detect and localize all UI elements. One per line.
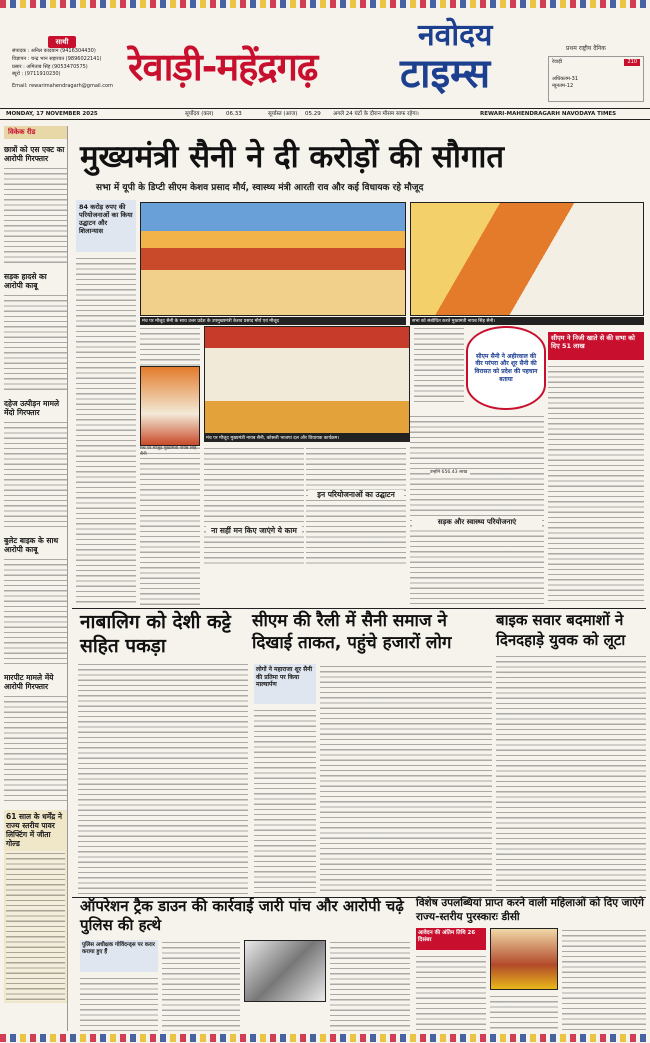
divider <box>72 608 646 609</box>
sidebar-head: दहेज उत्पीड़न मामले मेंदो गिरफ्तार <box>4 399 60 417</box>
lead-notice <box>548 332 644 360</box>
quote-text: सीएम सैनी ने अहीरवाल की वीर परंपरा और शूर सैनी की विरासत को प्रदेश की पहचान बताया <box>474 352 538 383</box>
story-4-text-c <box>330 940 410 1031</box>
edition: REWARI-MAHENDRAGARH NAVODAYA TIMES <box>480 111 617 117</box>
bottom-reg-strip <box>0 1034 650 1042</box>
story-4-photo <box>244 940 326 1002</box>
story-5-text <box>416 954 486 1031</box>
sidebar-head: 61 साल के धर्मेंद्र ने राज्य स्तरीय पावर लिफ्टिंग में जीता गोल्ड <box>6 812 62 848</box>
sidebar <box>4 126 68 1031</box>
lead-photo-speech <box>410 202 644 316</box>
story-2-text <box>320 664 492 894</box>
sunrise-label: सूर्योदय (कल) <box>185 111 214 117</box>
story-2-headline: सीएम की रैली में सैनी समाज ने दिखाई ताकत, पहुंचे हजारों लोग <box>252 611 452 653</box>
lead-photo-crowd <box>140 202 406 316</box>
sidebar-head: सड़क हादसे का आरोपी काबू <box>4 272 47 290</box>
date: MONDAY, 17 NOVEMBER 2025 <box>6 111 98 117</box>
temp-max: अधिकतम-31 <box>552 76 579 82</box>
sunset-label: सूर्यास्त (आज) <box>268 111 298 117</box>
lead-box1: ना सहीं मन किए जाएंगे ये काम <box>206 526 302 535</box>
story-4-box-text: पुलिस अधीक्षक गोविंदन्ड्स पर करार कराया हुए हैं <box>82 942 155 955</box>
story-2-box <box>254 664 316 704</box>
photo-caption-2: सभा को संबोधित करते मुख्यमंत्री नायब सिंह सैनी। <box>410 317 644 325</box>
lead-highlight <box>76 200 136 252</box>
story-1-headline: नाबालिग को देशी कट्टे सहित पकड़ा <box>80 611 231 657</box>
lead-text-mid <box>204 446 304 566</box>
story-4-text <box>80 976 158 1031</box>
city: रेवाड़ी <box>552 59 563 65</box>
lead-subhead: सभा में यूपी के डिप्टी सीएम केशव प्रसाद मौर्य, स्वास्थ्य मंत्री आरती राव और कई विधायक रहे मौजूद <box>96 183 424 193</box>
story-4-headline: ऑपरेशन ट्रैक डाउन की कार्रवाई जारी पांच और आरोपी चढ़े पुलिस की हत्थे <box>80 897 404 934</box>
sidebar-story <box>4 272 67 393</box>
story-5-text-b <box>562 928 646 1031</box>
top-reg-strip <box>0 0 650 8</box>
left-logo: साथी <box>48 36 76 48</box>
story-5-box-text: आवेदन की अंतिम तिथि 26 दिसंबर <box>418 930 476 943</box>
sidebar-label: विकेक रीड <box>4 126 67 139</box>
story-3-text <box>496 654 646 894</box>
email: Email: rewarimahendragarh@gmail.com <box>12 83 113 90</box>
sidebar-story <box>4 145 67 266</box>
sidebar-story <box>4 536 67 667</box>
sidebar-head: छात्रों को एस एक्ट का आरोपी गिरफ्तार <box>4 145 65 163</box>
story-5-headline: विशेष उपलब्धियां प्राप्त करने वाली महिलाओं को दिए जाएंगे राज्य-स्तरीय पुरस्कारः डीसी <box>416 897 644 923</box>
photo-caption-1: मंच पर मौजूद सैनी के साथ उत्तर प्रदेश के उपमुख्यमंत्री केशव प्रसाद मौर्य एवं मौजूद <box>140 317 406 325</box>
story-2-text-b <box>254 708 316 894</box>
story-4-box <box>80 940 158 972</box>
sunset-time: 05.29 <box>305 111 321 117</box>
story-5-box <box>416 928 486 950</box>
masthead <box>0 8 650 108</box>
story-1-text <box>78 662 248 894</box>
story-5-photo <box>490 928 558 990</box>
lead-text-mid3 <box>410 414 544 604</box>
editor-info <box>12 48 124 91</box>
side-box-label: उन्होंने 656.43 लाख <box>430 470 470 476</box>
temp-min: न्यूनतम-12 <box>552 83 574 89</box>
story-4-text-b <box>162 940 240 1031</box>
weather-note: अगले 24 घंटों के दौरान मौसम साफ रहेगा। <box>333 111 419 117</box>
photo-caption-3: मंच पर मौजूद मुख्यमंत्री नायब सैनी, कोसली भाजपा दल और विधायक कार्यक्रम। <box>204 434 410 442</box>
date-bar <box>0 108 650 120</box>
story-3-headline: बाइक सवार बदमाशों ने दिनदहाड़े युवक को लूटा <box>496 611 626 649</box>
brand-top: नवोदय <box>418 18 493 53</box>
story-5-text-c <box>490 994 558 1031</box>
paper-name: रेवाड़ी-महेंद्रगढ़ <box>128 45 318 89</box>
photo-caption-4: मंच पर मौजूद मुख्यमंत्री नायब सिंह सैनी <box>140 446 197 457</box>
lead-photo-stage <box>204 326 410 434</box>
sidebar-story <box>4 810 67 1003</box>
notice-text: सीएम ने निजी खाते से की सभा को दिए 51 लाख <box>551 334 635 350</box>
sidebar-head: मारपीट मामले मेंये आरोपी गिरफ्तार <box>4 673 54 691</box>
lead-box2: इन परियोजनाओं का उद्घाटन <box>308 490 404 499</box>
sunrise-time: 06.33 <box>226 111 242 117</box>
lead-side-box <box>414 326 464 406</box>
editor-line: प्रसार : अमिताब सिंह (9053470575) <box>12 63 88 70</box>
lead-photo-cm <box>140 366 200 446</box>
lead-text-right <box>548 364 644 604</box>
sidebar-story <box>4 673 67 804</box>
right-panel <box>548 56 644 102</box>
story-2-box-text: लोगों ने महाराजा शूर सैनी की प्रतिमा पर किया माल्यार्पण <box>256 666 313 688</box>
lead-box3: सड़क और स्वास्थ्य परियोजनाएं <box>412 518 542 527</box>
page-no: 210 <box>624 59 640 66</box>
lead-text-col1 <box>76 256 136 606</box>
brand-bottom: टाइम्स <box>400 51 491 97</box>
lead-text-mid2 <box>306 446 406 566</box>
highlight-text: 84 करोड़ रुपए की परियोजनाओं का किया उद्घाटन और शिलान्यास <box>79 203 133 235</box>
editor-line: ब्यूरो : (9711910230) <box>12 71 61 78</box>
sidebar-head: बुलेट बाइक के साथ आरोपी काबू <box>4 536 59 554</box>
sidebar-story <box>4 399 67 530</box>
editor-line: संपादक : अनिल कादयान (9416304430) <box>12 48 96 54</box>
right-title: प्रथम राष्ट्रीय दैनिक <box>566 45 606 52</box>
lead-headline: मुख्यमंत्री सैनी ने दी करोड़ों की सौगात <box>80 139 505 175</box>
editor-line: विज्ञापन : चन्द्र भान सहारवत (9896022141) <box>12 55 102 62</box>
lead-quote <box>466 326 546 410</box>
